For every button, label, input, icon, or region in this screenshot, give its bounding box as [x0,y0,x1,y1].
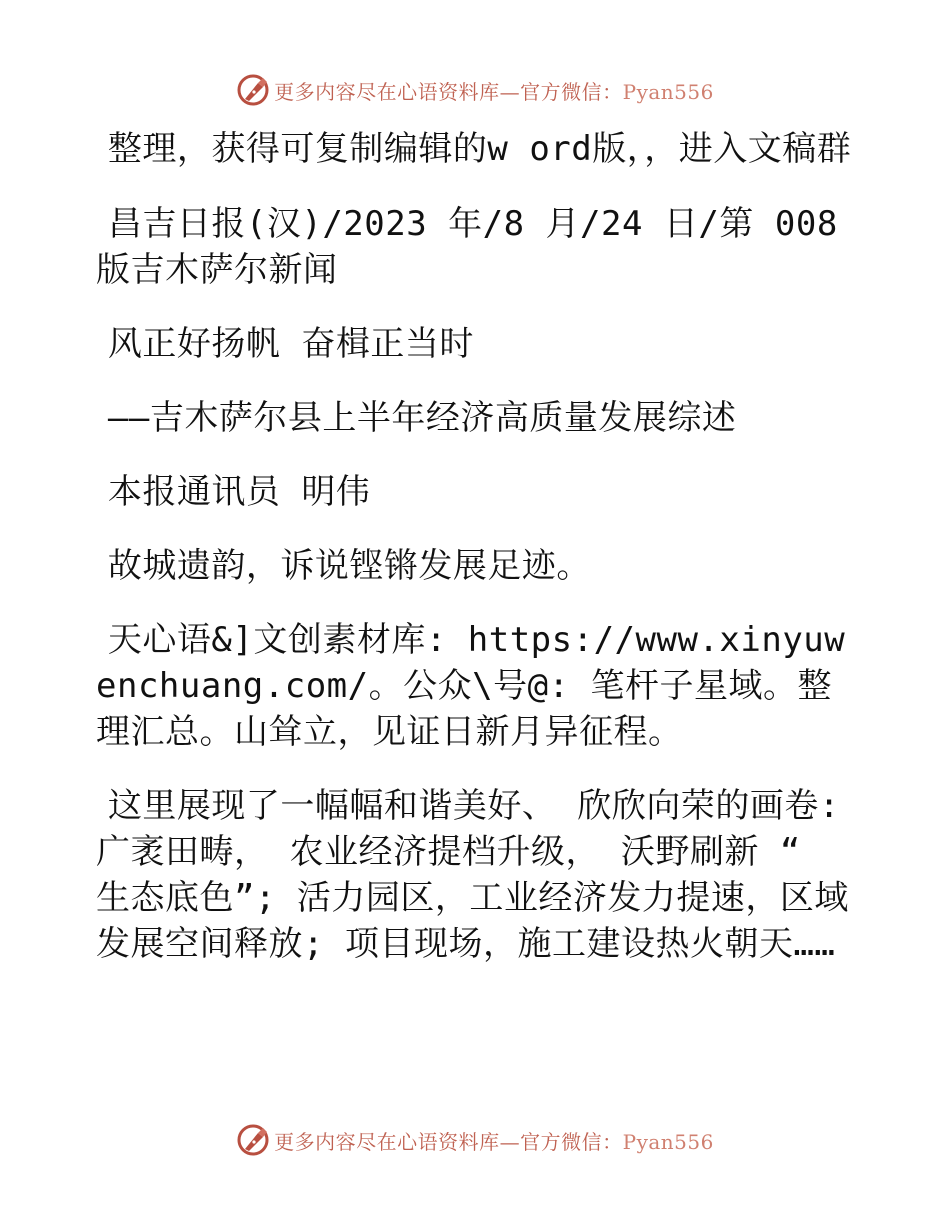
watermark-text: 更多内容尽在心语资料库—官方微信：Pyan556 [274,1129,714,1154]
watermark-wechat-id: Pyan556 [622,79,714,104]
document-body [96,118,856,967]
footer-watermark [0,1120,950,1160]
article-title: 风正好扬帆 奋楫正当时 [107,324,474,364]
paragraph-lead: 故城遗韵，诉说铿锵发展足迹。 [107,546,591,586]
paragraph-body: 这里展现了一幅幅和谐美好、 欣欣向荣的画卷: 广袤田畴， 农业经济提档升级， 沃野刷新 “ 生态底色”; 活力园区，工业经济发力提速，区域发展空间释放; 项目现场，施工建设热火朝天…… [96,786,849,964]
paragraph-source: 昌吉日报(汉)/2023 年/8 月/24 日/第 008 版吉木萨尔新闻 [96,204,838,290]
article-byline: 本报通讯员 明伟 [107,472,371,512]
fountain-pen-nib-icon [236,1123,270,1157]
fountain-pen-nib-icon [236,73,270,107]
paragraph-intro: 整理，获得可复制编辑的w ord版，，进入文稿群 [107,129,852,169]
paragraph-insert: 天心语&]文创素材库: https://www.xinyuwenchuang.com/。公众\号@: 笔杆子星域。整理汇总。山耸立，见证日新月异征程。 [96,620,846,752]
header-watermark [0,70,950,110]
watermark-text: 更多内容尽在心语资料库—官方微信：Pyan556 [274,79,714,104]
watermark-wechat-id: Pyan556 [622,1129,714,1154]
article-subtitle: ——吉木萨尔县上半年经济高质量发展综述 [107,398,737,438]
